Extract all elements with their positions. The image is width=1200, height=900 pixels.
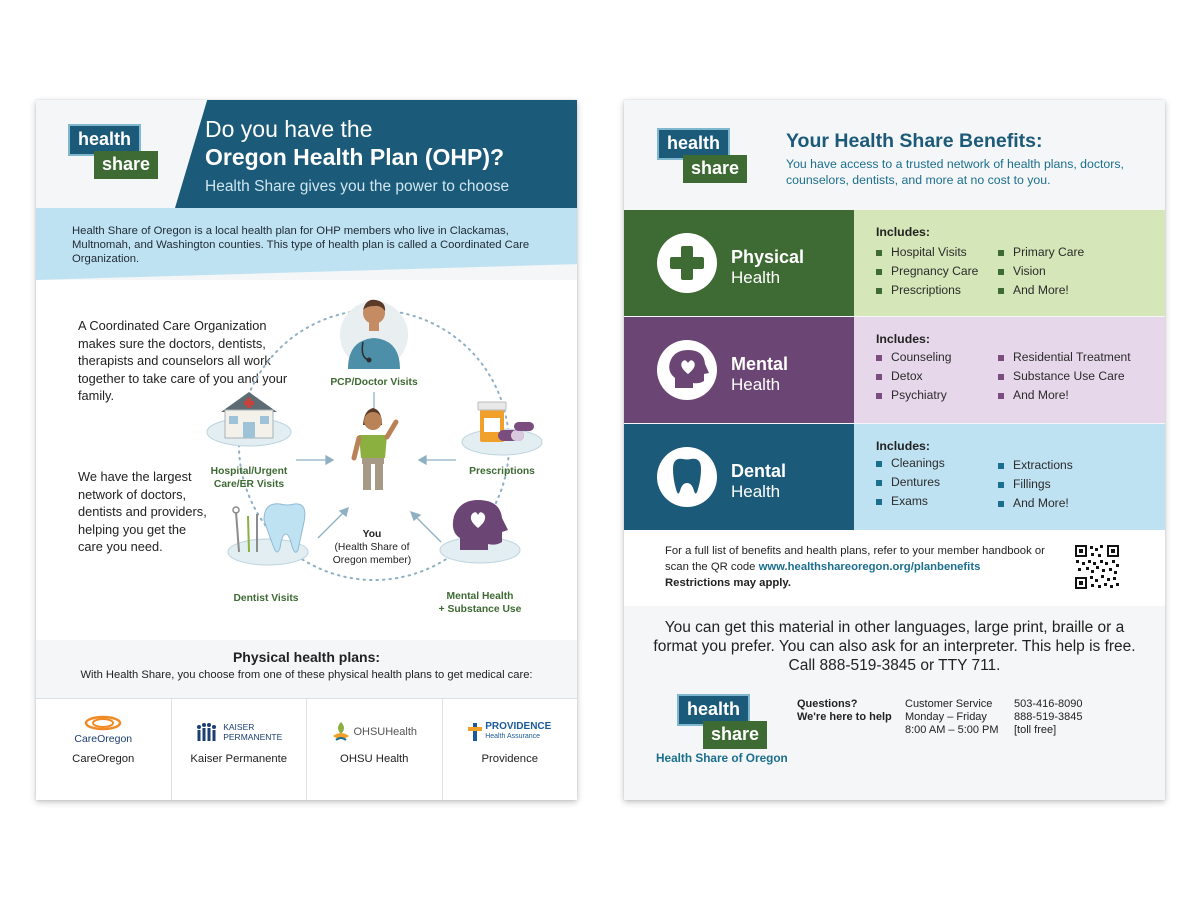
label-dentist: Dentist Visits — [233, 593, 299, 604]
includes-label: Includes: — [876, 439, 930, 453]
flyer-page-front — [36, 100, 577, 800]
benefits-list-col2 — [998, 245, 1084, 301]
careoregon-swirl-icon — [83, 715, 123, 731]
plan-name: OHSU Health — [340, 753, 409, 765]
list-item: Substance Use Care — [998, 369, 1131, 388]
questions-block — [797, 698, 892, 724]
plan-name: Providence — [481, 753, 539, 765]
list-item: Pregnancy Care — [876, 264, 978, 283]
list-item: And More! — [998, 496, 1073, 515]
section-dental-health — [624, 424, 1165, 530]
list-item: Counseling — [876, 350, 952, 369]
plan-ohsu — [307, 699, 443, 800]
section-subtitle: Health — [731, 482, 781, 501]
section-mental-health — [624, 317, 1165, 423]
list-item: Prescriptions — [876, 283, 978, 302]
dentist-icon — [228, 504, 308, 565]
label-you-detail-1: (Health Share of — [334, 542, 410, 553]
qr-code-icon[interactable] — [1074, 544, 1120, 590]
section-body — [854, 317, 1165, 423]
logo-share-text: share — [703, 721, 767, 749]
list-item: Primary Care — [998, 245, 1084, 264]
section-header — [624, 424, 854, 530]
label-you: You — [362, 529, 382, 540]
member-icon — [354, 408, 396, 490]
benefits-list-col2 — [998, 350, 1131, 406]
restrictions-note: Restrictions may apply. — [665, 577, 791, 589]
logo-share-text: share — [683, 155, 747, 183]
plan-kaiser — [172, 699, 308, 800]
label-you-detail-2: Oregon member) — [332, 555, 412, 566]
plan-providence — [443, 699, 578, 800]
hospital-icon — [207, 392, 291, 446]
phone-block — [1014, 698, 1083, 737]
label-hospital-1: Hospital/Urgent — [210, 466, 288, 477]
help-label: We're here to help — [797, 711, 892, 723]
list-item: Hospital Visits — [876, 245, 978, 264]
flyer-page-back — [624, 100, 1165, 800]
section-subtitle: Health — [731, 375, 781, 394]
label-mental-1: Mental Health — [446, 591, 514, 602]
benefits-list-col1 — [876, 456, 945, 512]
list-item: Dentures — [876, 475, 945, 494]
list-item: Cleanings — [876, 456, 945, 475]
questions-label: Questions? — [797, 698, 858, 710]
careoregon-logo-text: CareOregon — [74, 733, 133, 745]
section-header — [624, 210, 854, 316]
label-pcp: PCP/Doctor Visits — [330, 377, 418, 388]
plus-icon — [657, 233, 717, 293]
list-item: Extractions — [998, 458, 1073, 477]
service-hours: 8:00 AM – 5:00 PM — [905, 724, 999, 736]
logo-share-text: share — [94, 151, 158, 179]
intro-text: Health Share of Oregon is a local health plan for OHP members who live in Clackamas, Multnomah, and Washington counties. This type of health plan is called a Coordinated Care Organization. — [72, 225, 530, 265]
plan-name: Kaiser Permanente — [190, 753, 288, 765]
providence-logo — [443, 717, 578, 747]
logo-health-text: health — [68, 124, 141, 156]
customer-service-block — [905, 698, 999, 737]
includes-label: Includes: — [876, 225, 930, 239]
section-title: Dental — [731, 461, 787, 481]
includes-label: Includes: — [876, 332, 930, 346]
doctor-icon — [340, 300, 408, 369]
ohsu-logo-text: OHSUHealth — [353, 726, 418, 738]
service-days: Monday – Friday — [905, 711, 987, 723]
kaiser-logo-text-2: PERMANENTE — [223, 732, 283, 742]
org-name: Health Share of Oregon — [656, 751, 788, 765]
customer-service-label: Customer Service — [905, 698, 993, 710]
phone-toll-free[interactable]: 888-519-3845 — [1014, 711, 1083, 723]
benefits-title: Your Health Share Benefits: — [786, 130, 1043, 152]
kaiser-logo — [172, 717, 307, 747]
providence-logo-text-2: Health Assurance — [485, 733, 541, 740]
prescription-icon — [462, 402, 542, 455]
label-mental-2: + Substance Use — [438, 604, 522, 615]
tooth-icon — [657, 447, 717, 507]
info-description: For a full list of benefits and health plans, refer to your member handbook or scan the QR code — [665, 545, 1045, 573]
toll-free-note: [toll free] — [1014, 724, 1057, 736]
section-title: Physical — [731, 247, 805, 267]
list-item: Psychiatry — [876, 388, 952, 407]
logo-health-text: health — [677, 694, 750, 726]
plans-row — [36, 698, 577, 800]
page-title-line1: Do you have the — [205, 116, 373, 142]
list-item: Vision — [998, 264, 1084, 283]
list-item: Residential Treatment — [998, 350, 1131, 369]
section-body — [854, 424, 1165, 530]
plans-subtitle: With Health Share, you choose from one of these physical health plans to get medical care: — [80, 669, 533, 681]
benefits-link[interactable]: www.healthshareoregon.org/planbenefits — [758, 561, 981, 573]
phone-local[interactable]: 503-416-8090 — [1014, 698, 1083, 710]
label-hospital-2: Care/ER Visits — [213, 479, 285, 490]
plans-title: Physical health plans: — [232, 649, 381, 665]
page-title-line2: Oregon Health Plan (OHP)? — [205, 144, 505, 170]
benefits-list-col1 — [876, 350, 952, 406]
mental-health-icon — [440, 500, 520, 563]
benefits-list-col1 — [876, 245, 978, 301]
info-text — [665, 543, 1065, 591]
providence-logo-text-1: PROVIDENCE — [485, 721, 552, 732]
list-item: Fillings — [998, 477, 1073, 496]
list-item: And More! — [998, 388, 1131, 407]
cco-description: A Coordinated Care Organization makes sure the doctors, dentists, therapists and counselors all work together to take care of you and your family. — [78, 318, 288, 404]
language-notice: You can get this material in other languages, large print, braille or a format you prefer. You can also ask for an interpreter. This help is free. Call 888-519-3845 or TTY 711. — [653, 619, 1136, 674]
careoregon-logo — [36, 717, 171, 747]
benefits-subtitle: You have access to a trusted network of health plans, doctors, counselors, dentists, and more at no cost to you. — [786, 157, 1124, 187]
kaiser-logo-text-1: KAISER — [223, 722, 255, 732]
plan-careoregon — [36, 699, 172, 800]
list-item: Detox — [876, 369, 952, 388]
care-diagram — [36, 280, 577, 640]
section-body — [854, 210, 1165, 316]
kaiser-people-icon — [195, 721, 219, 743]
logo-health-text: health — [657, 128, 730, 160]
head-heart-icon — [657, 340, 717, 400]
label-prescriptions: Prescriptions — [469, 466, 535, 477]
section-subtitle: Health — [731, 268, 781, 287]
page-tagline: Health Share gives you the power to choose — [205, 178, 510, 195]
network-description: We have the largest network of doctors, dentists and providers, helping you get the care you need. — [78, 469, 207, 555]
benefits-list-col2 — [998, 458, 1073, 514]
plan-name: CareOregon — [72, 753, 135, 765]
section-title: Mental — [731, 354, 789, 374]
list-item: And More! — [998, 283, 1084, 302]
section-header — [624, 317, 854, 423]
ohsu-logo — [307, 717, 442, 747]
providence-cross-icon — [468, 723, 482, 741]
list-item: Exams — [876, 494, 945, 513]
section-physical-health — [624, 210, 1165, 316]
ohsu-leaf-icon — [331, 720, 351, 744]
